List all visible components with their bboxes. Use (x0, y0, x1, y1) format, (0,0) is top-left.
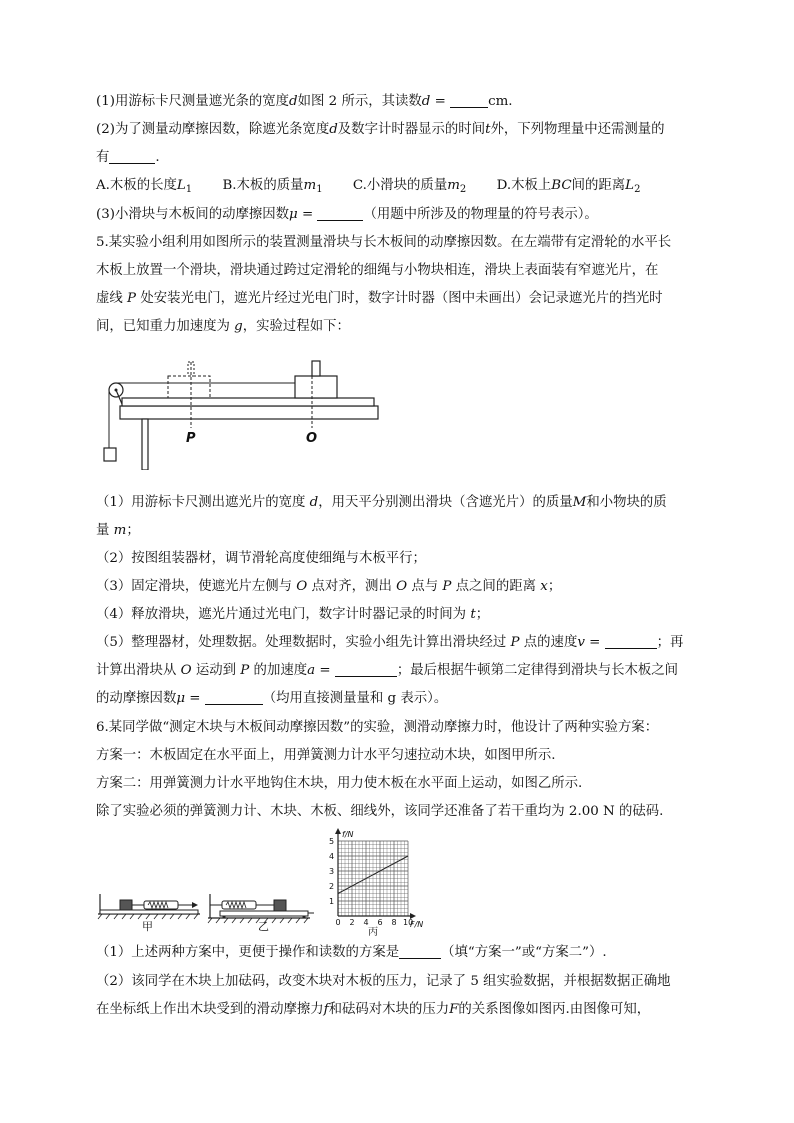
table-board (120, 406, 378, 419)
chart-grid (338, 841, 408, 916)
shading-plate (312, 361, 320, 376)
svg-text:甲: 甲 (142, 920, 153, 932)
y-tick-label: 5 (329, 837, 335, 846)
q6-intro: 6.某同学做“测定木块与木板间动摩擦因数”的实验，测滑动摩擦力时，他设计了两种实验方案： (96, 720, 659, 735)
q5-intro-2: 木板上放置一个滑块，滑块通过跨过定滑轮的细绳与小物块相连，滑块上表面装有窄遮光片，在 (96, 263, 659, 278)
table-leg (142, 419, 148, 470)
x-tick-label: 8 (391, 918, 397, 927)
answer-blank-plan[interactable] (399, 944, 441, 959)
q5-step-1a: （1）用游标卡尺测出遮光片的宽度 d，用天平分别测出滑块（含遮光片）的质量M和小物块的质 (96, 495, 667, 510)
answer-blank-v[interactable] (605, 634, 657, 649)
q6-plan-1: 方案一：木板固定在水平面上，用弹簧测力计水平匀速拉动木块，如图甲所示. (96, 748, 556, 763)
figure-bing-chart (324, 828, 434, 936)
q-prev-line-5: (3)小滑块与木板间的动摩擦因数μ = （用题中所涉及的物理量的符号表示）。 (96, 207, 598, 222)
block-yi (274, 900, 286, 911)
option-a: A.木板的长度$L_1$ (96, 178, 193, 195)
q5-step-2: （2）按图组装器材，调节滑轮高度使细绳与木板平行； (96, 551, 426, 566)
q5-step-5a: （5）整理器材，处理数据。处理数据时，实验小组先计算出滑块经过 P 点的速度v = ；再 (96, 635, 684, 650)
q5-step-5c: 的动摩擦因数μ = （均用直接测量量和 g 表示）。 (96, 691, 448, 706)
label-p: P (186, 431, 196, 446)
slider-dashed-at-p (168, 376, 210, 398)
option-d: D.木板上BC间的距离$L_2$ (496, 178, 641, 195)
figure-jia (96, 880, 206, 932)
x-tick-label: 4 (363, 918, 369, 927)
q6-sub-2b: 在坐标纸上作出木块受到的滑动摩擦力f和砝码对木块的压力F的关系图像如图丙.由图像可知， (96, 1002, 651, 1017)
x-tick-label: 10 (403, 918, 414, 927)
x-tick-label: 0 (335, 918, 341, 927)
q-prev-line-1: (1)用游标卡尺测量遮光条的宽度d如图 2 所示，其读数d = cm. (96, 94, 513, 109)
y-tick-label: 4 (329, 852, 335, 861)
q5-step-3: （3）固定滑块，使遮光片左侧与 O 点对齐，测出 O 点与 P 点之间的距离 x； (96, 579, 562, 594)
y-tick-label: 1 (329, 897, 335, 906)
svg-text:乙: 乙 (258, 920, 269, 932)
q5-intro-3: 虚线 P 处安装光电门，遮光片经过光电门时，数字计时器（图中未画出）会记录遮光片的挡光时 (96, 291, 663, 306)
answer-blank[interactable] (109, 149, 155, 164)
answer-blank-mu[interactable] (205, 690, 263, 705)
label-o: O (306, 431, 318, 446)
q-prev-line-3: 有 . (96, 150, 160, 165)
answer-blank[interactable] (317, 206, 363, 221)
option-b: B.木板的质量$m_1$ (222, 178, 323, 195)
q5-step-4: （4）释放滑块，遮光片通过光电门，数字计时器记录的时间为 t； (96, 607, 490, 622)
block-jia (120, 900, 132, 910)
answer-blank-a[interactable] (335, 662, 397, 677)
q-prev-options (96, 177, 706, 199)
long-plank (122, 398, 374, 406)
slider (295, 376, 337, 398)
q6-plan-2: 方案二：用弹簧测力计水平地钩住木块，用力使木板在水平面上运动，如图乙所示. (96, 776, 583, 791)
y-tick-label: 3 (329, 867, 335, 876)
q5-intro-1: 5.某实验小组利用如图所示的装置测量滑块与长木板间的动摩擦因数。在左端带有定滑轮的水平长 (96, 235, 672, 250)
q5-apparatus-figure (100, 352, 390, 470)
q6-sub-1: （1）上述两种方案中，更便于操作和读数的方案是 （填“方案一”或“方案二”）. (96, 945, 607, 960)
q-prev-line-2: (2)为了测量动摩擦因数，除遮光条宽度d及数字计时器显示的时间t外，下列物理量中还需测量的 (96, 122, 665, 137)
q6-sub-2a: （2）该同学在木块上加砝码，改变木块对木板的压力，记录了 5 组实验数据，并根据数据正确地 (96, 974, 671, 989)
hanging-mass (104, 448, 116, 461)
x-tick-label: 2 (349, 918, 355, 927)
figure-yi (206, 880, 316, 932)
option-c: C.小滑块的质量$m_2$ (352, 178, 467, 195)
q6-extra: 除了实验必须的弹簧测力计、木块、木板、细线外，该同学还准备了若干重均为 2.00 N 的砝码. (96, 804, 664, 819)
q5-intro-4: 间，已知重力加速度为 g，实验过程如下： (96, 319, 350, 334)
q5-step-1b: 量 m； (96, 523, 140, 538)
q5-step-5b: 计算出滑块从 O 运动到 P 的加速度a = ；最后根据牛顿第二定律得到滑块与长木板之间 (96, 663, 679, 678)
chart-title: 丙 (368, 927, 378, 936)
y-tick-label: 2 (329, 882, 335, 891)
answer-blank[interactable] (450, 93, 488, 108)
y-axis-label: f/N (342, 830, 354, 839)
x-axis-label: F/N (410, 920, 424, 929)
x-tick-label: 6 (377, 918, 383, 927)
